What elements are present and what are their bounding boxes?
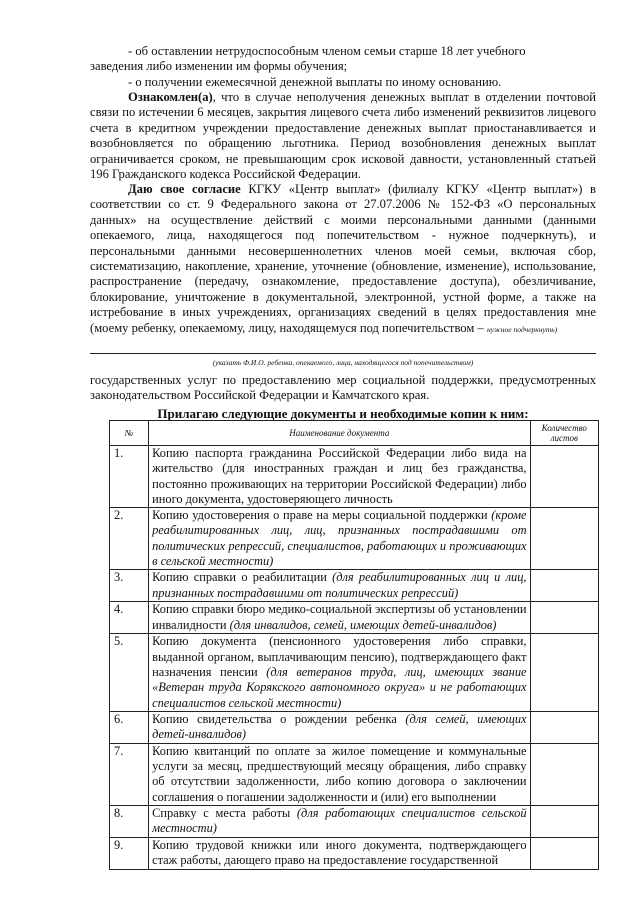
paragraph-line: - об оставлении нетрудоспособным членом семьи старше 18 лет учебного bbox=[128, 44, 526, 58]
row-num: 5. bbox=[110, 634, 149, 711]
row-text: Копию квитанций по оплате за жилое помещение и коммунальные услуги за месяц, предшествующий месяцу обращения, либо справку об отсутствии задолженности, либо копию договора о заключении соглашения о погашении задолженности и (или) его выполнении bbox=[152, 743, 527, 804]
row-qty bbox=[530, 634, 598, 711]
documents-table bbox=[109, 420, 599, 870]
row-text: Копию трудовой книжки или иного документа, подтверждающего стаж работы, дающего право на предоставление государственной bbox=[152, 838, 527, 868]
documents-heading: Прилагаю следующие документы и необходимые копии к ним: bbox=[157, 406, 529, 421]
paragraph-line: заведения либо изменении им формы обучения; bbox=[90, 59, 348, 74]
signature-caption: (указать Ф.И.О. ребенка, опекаемого, лица, находящегося под попечительством) bbox=[212, 358, 474, 367]
row-note: (кроме реабилитированных лиц, лиц, признанных пострадавшими от политических репрессий, специалистов, работающих и проживающих в сельской местности) bbox=[152, 508, 527, 569]
paragraph-text: - о получении ежемесячной денежной выплаты по иному основанию. bbox=[128, 75, 502, 89]
row-num: 3. bbox=[110, 570, 149, 602]
row-name bbox=[149, 634, 530, 711]
row-name bbox=[149, 743, 530, 805]
paragraph-text: государственных услуг по предоставлению мер социальной поддержки, предусмотренных законодательством Российской Федерации и Камчатского края. bbox=[90, 373, 596, 403]
row-note: (для ветеранов труда, лиц, имеющих звание «Ветеран труда Корякского автономного округа» и не работающих специалистов сельской местности) bbox=[152, 664, 527, 710]
row-text: Справку с места работы bbox=[152, 806, 297, 821]
table-row bbox=[110, 743, 599, 805]
row-qty bbox=[530, 508, 598, 570]
underline-note: нужное подчеркнуть) bbox=[486, 324, 558, 334]
header-name: Наименование документа bbox=[149, 421, 530, 446]
paragraph-services bbox=[90, 373, 596, 404]
table-row bbox=[110, 838, 599, 870]
row-qty bbox=[530, 602, 598, 634]
row-note: (для инвалидов, семей, имеющих детей-инвалидов) bbox=[229, 617, 497, 632]
table-row bbox=[110, 634, 599, 711]
table-row bbox=[110, 711, 599, 743]
row-num: 4. bbox=[110, 602, 149, 634]
row-name bbox=[149, 602, 530, 634]
row-name bbox=[149, 838, 530, 870]
row-qty bbox=[530, 838, 598, 870]
row-name bbox=[149, 806, 530, 838]
paragraph-text: , что в случае неполучения денежных выплат в отделении почтовой связи по истечении 6 месяцев, закрытия лицевого счета либо изменений реквизитов лицевого счета в кредитном учреждении предоставление денежных выплат приостанавливается и возобновляется по обращению льготника. Период возобновления денежных выплат ограничивается сроком, не превышающим срок исковой давности, установленный статьей 196 Гражданского кодекса Российской Федерации. bbox=[90, 90, 596, 182]
row-num: 9. bbox=[110, 838, 149, 870]
row-name bbox=[149, 570, 530, 602]
row-name bbox=[149, 508, 530, 570]
table-row bbox=[110, 446, 599, 508]
consent-label: Даю свое согласие bbox=[128, 182, 241, 196]
paragraph-consent bbox=[90, 182, 596, 337]
row-text: Копию удостоверения о праве на меры социальной поддержки bbox=[152, 508, 492, 523]
row-qty bbox=[530, 570, 598, 602]
signature-line bbox=[90, 353, 596, 354]
row-name bbox=[149, 446, 530, 508]
row-num: 1. bbox=[110, 446, 149, 508]
row-text: Копию справки о реабилитации bbox=[152, 570, 333, 585]
row-note: (для семей, имеющих детей-инвалидов) bbox=[152, 711, 527, 742]
paragraph-text: КГКУ «Центр выплат» (филиалу КГКУ «Центр выплат») в соответствии со ст. 9 Федерального закона от 27.07.2006 № 152-ФЗ «О персональных данных» на осуществление действий с моими персональными данными (данными опекаемого, лица, находящегося под попечительством - нужное подчеркнуть), и персональными данными несовершеннолетних членов моей семьи, включая сбор, систематизацию, накопление, хранение, уточнение (обновление, изменение), использование, распространение (передачу, ознакомление, предоставление доступа), обезличивание, блокирование, уничтожение в документальной, электронной, устной форме, а также на истребование в иных учреждениях, организациях сведений в целях предоставления мне (моему ребенку, опекаемому, лицу, находящемуся под попечительством – bbox=[90, 182, 597, 335]
row-num: 2. bbox=[110, 508, 149, 570]
row-name bbox=[149, 711, 530, 743]
paragraph-acknowledged bbox=[90, 90, 596, 182]
row-num: 7. bbox=[110, 743, 149, 805]
row-text: Копию документа (пенсионного удостоверения либо справки, выданной органом, выплачивающим пенсию), подтверждающего факт назначения пенсии bbox=[152, 634, 527, 679]
row-qty bbox=[530, 806, 598, 838]
table-row bbox=[110, 806, 599, 838]
table-row bbox=[110, 508, 599, 570]
acknowledged-label: Ознакомлен(а) bbox=[128, 90, 213, 104]
row-qty bbox=[530, 711, 598, 743]
row-text: Копию паспорта гражданина Российской Федерации либо вида на жительство (для иностранных граждан и лиц без гражданства, постоянно проживающих на территории Российской Федерации) либо иного документа, удостоверяющего личность bbox=[152, 446, 527, 506]
row-text: Копию справки бюро медико-социальной экспертизы об установлении инвалидности bbox=[152, 602, 527, 632]
row-num: 8. bbox=[110, 806, 149, 838]
table-row bbox=[110, 602, 599, 634]
header-qty: Количество листов bbox=[530, 421, 598, 446]
row-qty bbox=[530, 446, 598, 508]
table-header-row bbox=[110, 421, 599, 446]
row-qty bbox=[530, 743, 598, 805]
paragraph-other-basis bbox=[90, 75, 596, 90]
row-text: Копию свидетельства о рождении ребенка bbox=[152, 711, 406, 726]
table-row bbox=[110, 570, 599, 602]
paragraph-dismissal bbox=[90, 44, 596, 75]
row-num: 6. bbox=[110, 711, 149, 743]
row-note: (для работающих специалистов сельской местности) bbox=[152, 806, 527, 836]
row-note: (для реабилитированных лиц и лиц, признанных пострадавшими от политических репрессий) bbox=[152, 570, 527, 600]
header-num: № bbox=[110, 421, 149, 446]
